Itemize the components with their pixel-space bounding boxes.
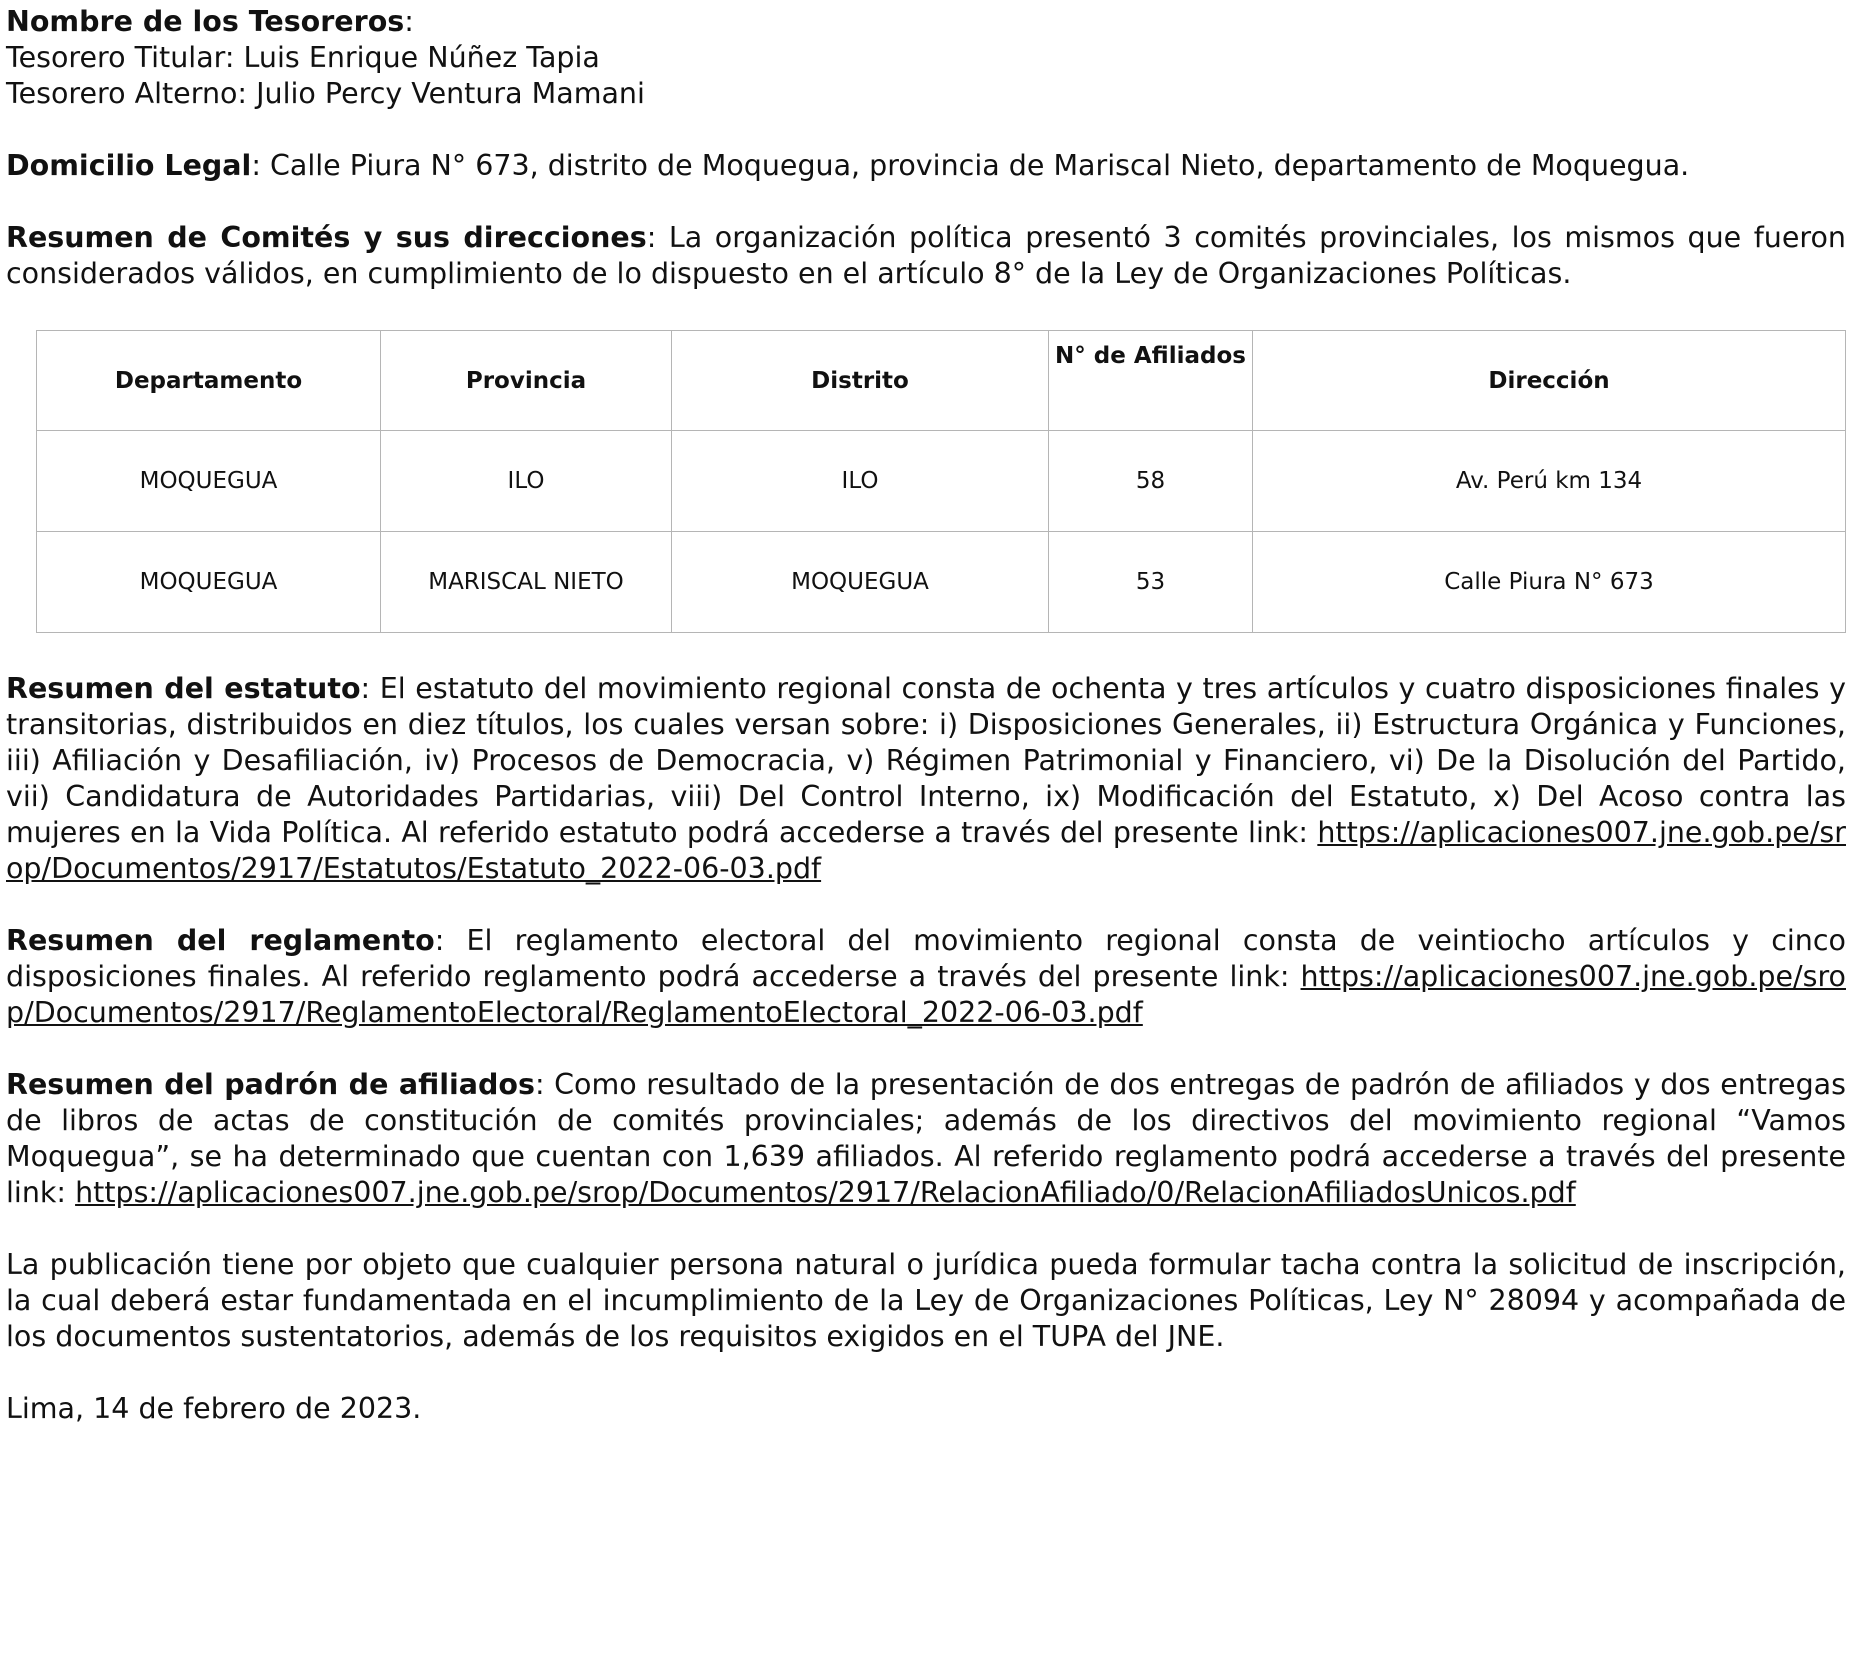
comites-label: Resumen de Comités y sus direcciones — [6, 221, 647, 254]
cell-direccion: Av. Perú km 134 — [1253, 431, 1846, 532]
cell-afiliados: 53 — [1049, 532, 1253, 633]
spacer — [6, 184, 1846, 220]
padron-link[interactable]: https://aplicaciones007.jne.gob.pe/srop/Documentos/2917/RelacionAfiliado/0/RelacionAfiliadosUnicos.pdf — [75, 1176, 1576, 1209]
domicilio-paragraph: Domicilio Legal: Calle Piura N° 673, distrito de Moquegua, provincia de Mariscal Nieto, departamento de Moquegua. — [6, 149, 1690, 182]
cell-provincia: MARISCAL NIETO — [381, 532, 672, 633]
domicilio-label: Domicilio Legal — [6, 149, 252, 182]
tesoreros-heading: Nombre de los Tesoreros: — [6, 5, 414, 38]
cell-direccion: Calle Piura N° 673 — [1253, 532, 1846, 633]
tesorero-titular: Tesorero Titular: Luis Enrique Núñez Tapia — [6, 41, 600, 74]
publicacion-paragraph: La publicación tiene por objeto que cualquier persona natural o jurídica pueda formular tacha contra la solicitud de inscripción, la cual deberá estar fundamentada en el incumplimiento de la Ley de Organizaciones Políticas, Ley N° 28094 y acompañada de los documentos sustentatorios, además de los requisitos exigidos en el TUPA del JNE. — [6, 1248, 1846, 1353]
domicilio-text: Calle Piura N° 673, distrito de Moquegua, provincia de Mariscal Nieto, departamento de Moquegua. — [269, 149, 1690, 182]
tesoreros-label: Nombre de los Tesoreros — [6, 5, 405, 38]
comites-paragraph: Resumen de Comités y sus direcciones: La organización política presentó 3 comités provinciales, los mismos que fueron considerados válidos, en cumplimiento de lo dispuesto en el artículo 8° de la Ley de Organizaciones Políticas. — [6, 221, 1846, 290]
padron-paragraph: Resumen del padrón de afiliados: Como resultado de la presentación de dos entregas de padrón de afiliados y dos entregas de libros de actas de constitución de comités provinciales; además de los directivos del movimiento regional “Vamos Moquegua”, se ha determinado que cuentan con 1,639 afiliados. Al referido reglamento podrá accederse a través del presente link: https://aplicaciones007.jne.gob.pe/srop/Documentos/2917/RelacionAfiliado/0/RelacionAfiliadosUnicos.pdf — [6, 1068, 1846, 1209]
spacer — [6, 112, 1846, 148]
tesorero-alterno: Tesorero Alterno: Julio Percy Ventura Mamani — [6, 77, 645, 110]
header-departamento: Departamento — [37, 331, 381, 431]
table-header-row — [37, 331, 1846, 431]
padron-text: Como resultado de la presentación de dos entregas de padrón de afiliados y dos entregas de libros de actas de constitución de comités provinciales; además de los directivos del movimiento regional “Vamos Moquegua”, se ha determinado que cuentan con 1,639 afiliados. Al referido reglamento podrá accederse a través del presente link: — [6, 1068, 1846, 1209]
document-content — [6, 4, 1846, 1427]
comites-text: La organización política presentó 3 comités provinciales, los mismos que fueron considerados válidos, en cumplimiento de lo dispuesto en el artículo 8° de la Ley de Organizaciones Políticas. — [6, 221, 1846, 290]
reglamento-paragraph: Resumen del reglamento: El reglamento electoral del movimiento regional consta de veintiocho artículos y cinco disposiciones finales. Al referido reglamento podrá accederse a través del presente link: https://aplicaciones007.jne.gob.pe/srop/Documentos/2917/ReglamentoElectoral/ReglamentoElectoral_2022-06-03.pdf — [6, 924, 1846, 1029]
estatuto-text: El estatuto del movimiento regional consta de ochenta y tres artículos y cuatro disposiciones finales y transitorias, distribuidos en diez títulos, los cuales versan sobre: i) Disposiciones Generales, ii) Estructura Orgánica y Funciones, iii) Afiliación y Desafiliación, iv) Procesos de Democracia, v) Régimen Patrimonial y Financiero, vi) De la Disolución del Partido, vii) Candidatura de Autoridades Partidarias, viii) Del Control Interno, ix) Modificación del Estatuto, x) Del Acoso contra las mujeres en la Vida Política. Al referido estatuto podrá accederse a través del presente link: — [6, 672, 1846, 849]
fecha-line: Lima, 14 de febrero de 2023. — [6, 1392, 422, 1425]
spacer — [6, 1355, 1846, 1391]
cell-distrito: ILO — [672, 431, 1049, 532]
estatuto-link[interactable]: https://aplicaciones007.jne.gob.pe/srop/Documentos/2917/Estatutos/Estatuto_2022-06-03.pdf — [6, 816, 1846, 885]
reglamento-label: Resumen del reglamento — [6, 924, 435, 957]
estatuto-paragraph: Resumen del estatuto: El estatuto del movimiento regional consta de ochenta y tres artículos y cuatro disposiciones finales y transitorias, distribuidos en diez títulos, los cuales versan sobre: i) Disposiciones Generales, ii) Estructura Orgánica y Funciones, iii) Afiliación y Desafiliación, iv) Procesos de Democracia, v) Régimen Patrimonial y Financiero, vi) De la Disolución del Partido, vii) Candidatura de Autoridades Partidarias, viii) Del Control Interno, ix) Modificación del Estatuto, x) Del Acoso contra las mujeres en la Vida Política. Al referido estatuto podrá accederse a través del presente link: https://aplicaciones007.jne.gob.pe/srop/Documentos/2917/Estatutos/Estatuto_2022-06-03.pdf — [6, 672, 1846, 885]
table-row — [37, 431, 1846, 532]
cell-provincia: ILO — [381, 431, 672, 532]
estatuto-label: Resumen del estatuto — [6, 672, 361, 705]
comites-table — [36, 330, 1846, 633]
header-provincia: Provincia — [381, 331, 672, 431]
cell-distrito: MOQUEGUA — [672, 532, 1049, 633]
spacer — [6, 1211, 1846, 1247]
header-distrito: Distrito — [672, 331, 1049, 431]
spacer — [6, 887, 1846, 923]
cell-afiliados: 58 — [1049, 431, 1253, 532]
table-row — [37, 532, 1846, 633]
cell-departamento: MOQUEGUA — [37, 532, 381, 633]
reglamento-text: El reglamento electoral del movimiento regional consta de veintiocho artículos y cinco disposiciones finales. Al referido reglamento podrá accederse a través del presente link: — [6, 924, 1846, 993]
spacer — [6, 1031, 1846, 1067]
header-direccion: Dirección — [1253, 331, 1846, 431]
reglamento-link[interactable]: https://aplicaciones007.jne.gob.pe/srop/Documentos/2917/ReglamentoElectoral/ReglamentoElectoral_2022-06-03.pdf — [6, 960, 1846, 1029]
padron-label: Resumen del padrón de afiliados — [6, 1068, 535, 1101]
cell-departamento: MOQUEGUA — [37, 431, 381, 532]
header-afiliados: N° de Afiliados — [1049, 331, 1253, 431]
